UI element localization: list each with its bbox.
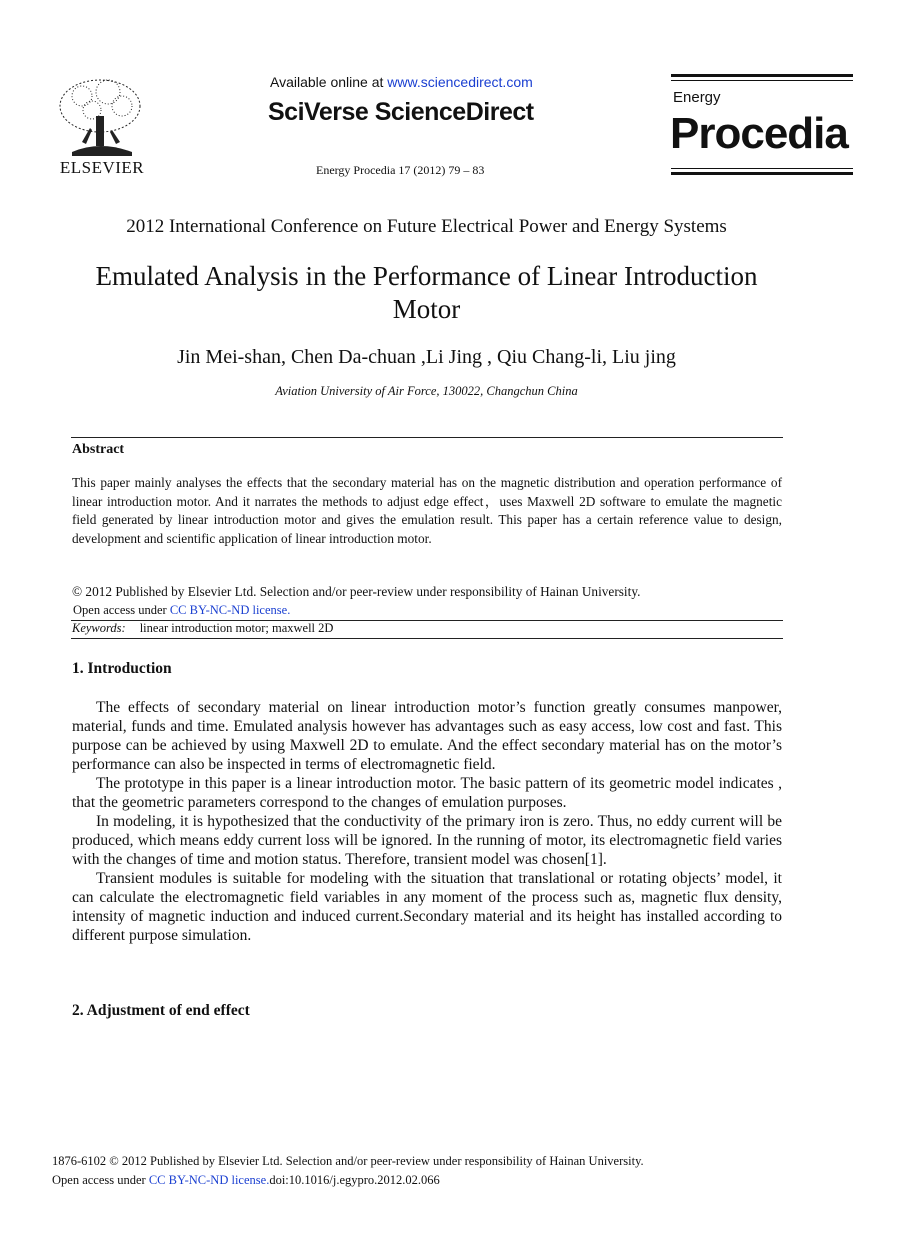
keywords-line bbox=[72, 621, 333, 636]
abstract-heading: Abstract bbox=[72, 442, 125, 457]
section-1-heading: 1. Introduction bbox=[72, 660, 172, 677]
elsevier-wordmark: ELSEVIER bbox=[59, 158, 145, 177]
keywords-value: linear introduction motor; maxwell 2D bbox=[139, 621, 334, 635]
paper-title bbox=[40, 260, 813, 326]
available-prefix: Available online at bbox=[270, 74, 388, 90]
abstract-top-rule bbox=[71, 437, 783, 438]
affiliation: Aviation University of Air Force, 130022, Changchun China bbox=[275, 384, 578, 398]
abstract-bottom-rule bbox=[71, 638, 783, 639]
available-online bbox=[270, 74, 533, 90]
abstract-copyright: © 2012 Published by Elsevier Ltd. Selection and/or peer-review under responsibility of Hainan University. bbox=[72, 584, 641, 599]
abstract-body: This paper mainly analyses the effects that the secondary material has on the magnetic distribution and operation performance of linear introduction motor. And it narrates the methods to adjust edge effect，uses Maxwell 2D software to emulate the magnetic field generated by linear introduction motor and gives the emulation result. This paper has a certain reference value to design, development and scientific application of linear introduction motor. bbox=[72, 475, 782, 546]
paragraph: In modeling, it is hypothesized that the conductivity of the primary iron is zero. Thus, no eddy current will be produced, which means eddy current loss will be ignored. In the running of motor, its electromagnetic field varies with the changes of time and motion status. Therefore, transient model was chosen[1]. bbox=[72, 813, 782, 868]
paragraph: The effects of secondary material on linear introduction motor’s function greatly consumes manpower, material, funds and time. Emulated analysis however has advantages such as easy access, low cost and fast. This purpose can be achieved by using Maxwell 2D to emulate. And the effect secondary material has on the motor’s performance can also be inspected in terms of electromagnetic field. bbox=[72, 699, 782, 773]
open-access-prefix: Open access under bbox=[73, 603, 170, 617]
footer-copyright: 1876-6102 © 2012 Published by Elsevier Ltd. Selection and/or peer-review under responsibility of Hainan University. bbox=[52, 1154, 644, 1168]
journal-logo-small: Energy bbox=[673, 89, 721, 106]
section-1-body bbox=[72, 698, 782, 945]
footer-doi: doi:10.1016/j.egypro.2012.02.066 bbox=[269, 1173, 440, 1187]
journal-logo-big: Procedia bbox=[670, 109, 848, 158]
open-access-line bbox=[73, 603, 290, 618]
sciencedirect-link[interactable]: www.sciencedirect.com bbox=[387, 74, 533, 90]
title-line-2: Motor bbox=[392, 294, 461, 324]
journal-reference: Energy Procedia 17 (2012) 79 – 83 bbox=[316, 163, 485, 177]
authors: Jin Mei-shan, Chen Da-chuan ,Li Jing , Qiu Chang-li, Liu jing bbox=[177, 346, 676, 368]
conference-name: 2012 International Conference on Future Electrical Power and Energy Systems bbox=[126, 216, 727, 237]
license-link[interactable]: CC BY-NC-ND license. bbox=[169, 603, 291, 617]
footer-oa-prefix: Open access under bbox=[52, 1173, 149, 1187]
footer-license-link[interactable]: CC BY-NC-ND license. bbox=[148, 1173, 270, 1187]
platform-name: SciVerse ScienceDirect bbox=[268, 98, 534, 126]
keywords-label: Keywords: bbox=[72, 621, 126, 635]
paragraph: The prototype in this paper is a linear introduction motor. The basic pattern of its geometric model indicates , that the geometric parameters correspond to the changes of emulation purposes. bbox=[72, 775, 782, 811]
title-line-1: Emulated Analysis in the Performance of Linear Introduction bbox=[95, 261, 758, 291]
paragraph: Transient modules is suitable for modeling with the situation that translational or rotating objects’ model, it can calculate the electromagnetic field variables in any moment of the process such as, magnetic flux density, intensity of magnetic induction and induced current.Secondary material and its height has installed according to different purpose simulation. bbox=[72, 870, 782, 944]
section-2-heading: 2. Adjustment of end effect bbox=[72, 1002, 250, 1019]
footer-license-doi bbox=[52, 1173, 440, 1188]
elsevier-tree-icon bbox=[52, 72, 148, 160]
